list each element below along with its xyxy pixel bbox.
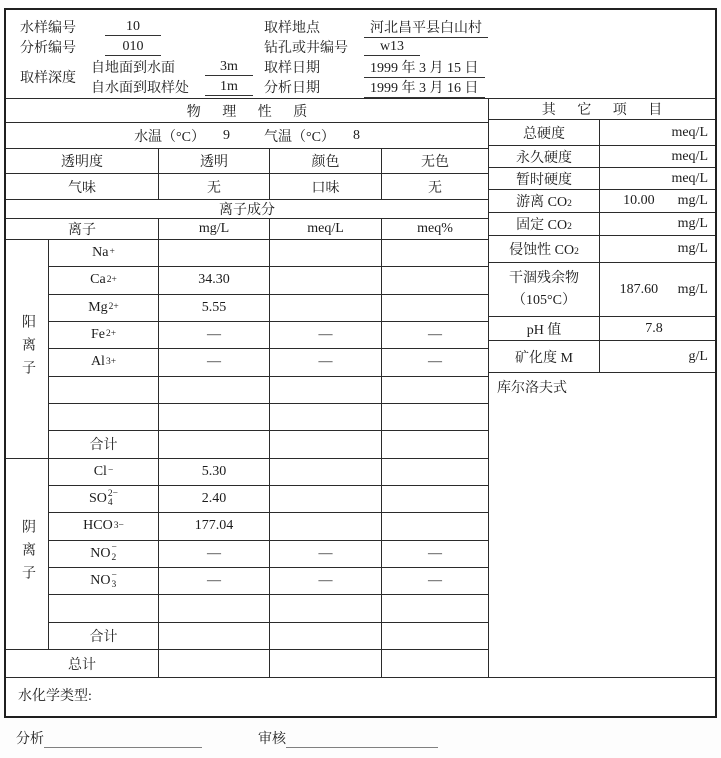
well-no-value: w13 bbox=[364, 39, 420, 56]
meq-cell bbox=[270, 513, 382, 539]
air-temp-value: 8 bbox=[352, 127, 360, 143]
mg-cell bbox=[159, 650, 270, 677]
analysis-no-value: 010 bbox=[105, 39, 161, 56]
table-row bbox=[49, 322, 488, 349]
mineralization-row bbox=[489, 341, 715, 373]
meqp-cell bbox=[382, 377, 488, 403]
other-items-title: 其 它 项 目 bbox=[489, 99, 715, 120]
depth-ground-value: 3m bbox=[205, 59, 253, 76]
anion-subtotal-row bbox=[49, 623, 488, 649]
fixed-co2-label: 固定 CO 2 bbox=[489, 213, 600, 235]
table-row bbox=[49, 568, 488, 595]
transparency-label: 透明度 bbox=[6, 149, 159, 173]
physical-ion-section bbox=[6, 99, 488, 677]
meq-cell: — bbox=[270, 322, 382, 348]
permanent-hardness-label: 永久硬度 bbox=[489, 146, 600, 167]
physical-title: 物 理 性 质 bbox=[6, 99, 488, 123]
dry-residue-label: 干涸残余物 （105°C） bbox=[489, 263, 600, 316]
ion-formula bbox=[49, 404, 159, 430]
sampling-date-label: 取样日期 bbox=[264, 61, 320, 76]
ion-formula bbox=[49, 377, 159, 403]
signature-row bbox=[0, 728, 721, 748]
well-no-row bbox=[264, 37, 715, 57]
table-row bbox=[49, 377, 488, 404]
anion-section bbox=[6, 459, 488, 650]
meq-cell bbox=[270, 486, 382, 512]
subtotal-label: 合计 bbox=[49, 431, 159, 457]
unit-label: meq/L bbox=[671, 148, 708, 164]
sample-no-value: 10 bbox=[105, 19, 161, 36]
transparency-value: 透明 bbox=[159, 149, 270, 173]
chem-type-row bbox=[6, 677, 715, 716]
meq-column-header: meq/L bbox=[270, 219, 382, 239]
ph-row bbox=[489, 317, 715, 341]
mg-cell bbox=[159, 404, 270, 430]
grand-total-label: 总计 bbox=[6, 650, 159, 677]
ion-formula: Na + bbox=[49, 240, 159, 266]
table-row bbox=[49, 513, 488, 540]
depth-water-label: 自水面到取样处 bbox=[91, 81, 189, 96]
meqp-cell: — bbox=[428, 573, 442, 589]
meqp-cell bbox=[382, 431, 488, 457]
meqp-cell bbox=[382, 486, 488, 512]
meqp-column-header: meq% bbox=[417, 221, 453, 236]
mg-cell: 5.55 bbox=[159, 295, 270, 321]
form-header bbox=[6, 10, 715, 99]
aggressive-co2-row bbox=[489, 236, 715, 263]
kurlov-formula-cell bbox=[489, 373, 715, 677]
table-row bbox=[49, 459, 488, 486]
mg-cell: — bbox=[159, 541, 270, 567]
ph-label: pH 值 bbox=[489, 317, 600, 340]
temporary-hardness-row bbox=[489, 168, 715, 190]
unit-label: g/L bbox=[688, 348, 708, 364]
free-co2-label: 游离 CO 2 bbox=[489, 190, 600, 212]
unit-label: meq/L bbox=[671, 170, 708, 186]
kurlov-formula-label: 库尔洛夫式 bbox=[497, 381, 567, 396]
ion-formula bbox=[49, 595, 159, 621]
meqp-cell bbox=[382, 404, 488, 430]
aggressive-co2-label: 侵蚀性 CO 2 bbox=[489, 236, 600, 262]
meqp-cell bbox=[382, 459, 488, 485]
temporary-hardness-label: 暂时硬度 bbox=[489, 168, 600, 189]
meq-cell bbox=[270, 404, 382, 430]
color-label: 颜色 bbox=[270, 149, 382, 173]
odor-row bbox=[6, 174, 488, 200]
mg-cell bbox=[159, 377, 270, 403]
meq-cell bbox=[270, 431, 382, 457]
ion-formula: NO − 2 bbox=[49, 541, 159, 567]
cation-subtotal-row bbox=[49, 431, 488, 457]
location-row bbox=[264, 17, 715, 37]
meq-cell bbox=[270, 240, 382, 266]
unit-label: mg/L bbox=[677, 241, 708, 256]
reviewer-signature-line bbox=[286, 732, 438, 748]
analysis-no-row bbox=[6, 37, 264, 57]
mineralization-label: 矿化度 M bbox=[489, 341, 600, 372]
mg-cell: 34.30 bbox=[159, 267, 270, 293]
cation-group-cell bbox=[6, 240, 49, 458]
meqp-cell: — bbox=[428, 327, 442, 343]
mg-cell: 5.30 bbox=[159, 459, 270, 485]
sampling-depth-label: 取样深度 bbox=[20, 71, 76, 86]
air-temp-label: 气温（°C） bbox=[264, 129, 335, 145]
unit-label: meq/L bbox=[671, 124, 708, 140]
total-hardness-row bbox=[489, 120, 715, 146]
ion-formula: Mg 2+ bbox=[49, 295, 159, 321]
sample-no-row bbox=[6, 17, 264, 37]
meqp-cell bbox=[382, 595, 488, 621]
odor-value: 无 bbox=[159, 174, 270, 199]
location-value: 河北昌平县白山村 bbox=[364, 17, 488, 38]
cation-section bbox=[6, 240, 488, 459]
analyst-label: 分析 bbox=[16, 732, 44, 747]
ion-composition-title: 离子成分 bbox=[6, 200, 488, 219]
subtotal-label: 合计 bbox=[49, 623, 159, 649]
mg-cell: 2.40 bbox=[159, 486, 270, 512]
ion-formula: Al 3+ bbox=[49, 349, 159, 375]
mg-column-header: mg/L bbox=[159, 219, 270, 239]
dry-residue-row bbox=[489, 263, 715, 317]
depth-ground-row bbox=[91, 57, 253, 77]
meqp-cell bbox=[382, 267, 488, 293]
permanent-hardness-row bbox=[489, 146, 715, 168]
analysis-date-row bbox=[264, 77, 715, 97]
mg-cell: — bbox=[159, 322, 270, 348]
well-no-label: 钻孔或井编号 bbox=[264, 41, 348, 56]
unit-label: mg/L bbox=[677, 216, 708, 231]
ion-column-header: 离子 bbox=[6, 219, 159, 239]
total-hardness-label: 总硬度 bbox=[489, 120, 600, 145]
meqp-cell bbox=[382, 513, 488, 539]
mg-cell bbox=[159, 240, 270, 266]
analysis-no-label: 分析编号 bbox=[20, 41, 76, 56]
fixed-co2-row bbox=[489, 213, 715, 236]
mg-cell bbox=[159, 431, 270, 457]
depth-ground-label: 自地面到水面 bbox=[91, 61, 175, 76]
header-left bbox=[6, 17, 264, 98]
water-temp-label: 水温（°C） bbox=[134, 129, 205, 145]
ion-formula: HCO 3− bbox=[49, 513, 159, 539]
meqp-cell bbox=[382, 295, 488, 321]
analysis-date-value: 1999 年 3 月 16 日 bbox=[364, 77, 485, 98]
sampling-date-row bbox=[264, 57, 715, 77]
ion-formula: Ca 2+ bbox=[49, 267, 159, 293]
free-co2-value: 10.00 bbox=[623, 193, 655, 208]
ion-table-header bbox=[6, 219, 488, 240]
unit-label: mg/L bbox=[677, 281, 708, 297]
meqp-cell bbox=[382, 623, 488, 649]
unit-label: mg/L bbox=[677, 193, 708, 208]
dry-residue-value: 187.60 bbox=[619, 281, 659, 297]
mg-cell: — bbox=[159, 568, 270, 594]
ph-value: 7.8 bbox=[645, 320, 663, 336]
mg-cell bbox=[159, 595, 270, 621]
grand-total-row bbox=[6, 650, 488, 677]
table-row bbox=[49, 595, 488, 622]
meq-cell: — bbox=[270, 541, 382, 567]
meq-cell bbox=[270, 267, 382, 293]
temperature-row bbox=[6, 123, 488, 149]
free-co2-row bbox=[489, 190, 715, 213]
cation-group-label: 阳离子 bbox=[20, 314, 35, 384]
meqp-cell bbox=[382, 240, 488, 266]
meq-cell: — bbox=[270, 349, 382, 375]
mg-cell: 177.04 bbox=[159, 513, 270, 539]
meq-cell bbox=[270, 623, 382, 649]
meq-cell bbox=[270, 377, 382, 403]
table-row bbox=[49, 349, 488, 376]
ion-formula: Fe 2+ bbox=[49, 322, 159, 348]
meq-cell bbox=[270, 650, 382, 677]
meqp-cell: — bbox=[428, 354, 442, 370]
ion-formula: SO 2− 4 bbox=[49, 486, 159, 512]
water-analysis-form bbox=[4, 8, 717, 718]
anion-group-label: 阴离子 bbox=[20, 519, 35, 589]
meq-cell bbox=[270, 295, 382, 321]
meqp-cell bbox=[382, 650, 488, 677]
depth-water-row bbox=[91, 77, 253, 97]
anion-group-cell bbox=[6, 459, 49, 649]
analysis-date-label: 分析日期 bbox=[264, 81, 320, 96]
location-label: 取样地点 bbox=[264, 21, 320, 36]
taste-value: 无 bbox=[428, 180, 442, 196]
odor-label: 气味 bbox=[6, 174, 159, 199]
table-row bbox=[49, 486, 488, 513]
table-row bbox=[49, 240, 488, 267]
color-value: 无色 bbox=[421, 155, 449, 170]
ion-formula: NO − 3 bbox=[49, 568, 159, 594]
table-row bbox=[49, 267, 488, 294]
chem-type-label: 水化学类型: bbox=[18, 689, 92, 704]
taste-label: 口味 bbox=[270, 174, 382, 199]
table-row bbox=[49, 404, 488, 431]
depth-water-value: 1m bbox=[205, 79, 253, 96]
table-row bbox=[49, 541, 488, 568]
sampling-date-value: 1999 年 3 月 15 日 bbox=[364, 57, 485, 78]
meq-cell bbox=[270, 595, 382, 621]
table-row bbox=[49, 295, 488, 322]
other-items-section bbox=[488, 99, 715, 677]
transparency-row bbox=[6, 149, 488, 174]
meq-cell bbox=[270, 459, 382, 485]
reviewer-label: 审核 bbox=[258, 732, 286, 747]
header-right bbox=[264, 17, 715, 98]
sample-no-label: 水样编号 bbox=[20, 21, 76, 36]
mg-cell bbox=[159, 623, 270, 649]
water-temp-value: 9 bbox=[223, 127, 230, 143]
sampling-depth-row bbox=[6, 57, 264, 97]
mg-cell: — bbox=[159, 349, 270, 375]
main-table bbox=[6, 99, 715, 677]
analyst-signature-line bbox=[44, 732, 202, 748]
meqp-cell: — bbox=[428, 545, 442, 561]
meq-cell: — bbox=[270, 568, 382, 594]
ion-formula: Cl − bbox=[49, 459, 159, 485]
